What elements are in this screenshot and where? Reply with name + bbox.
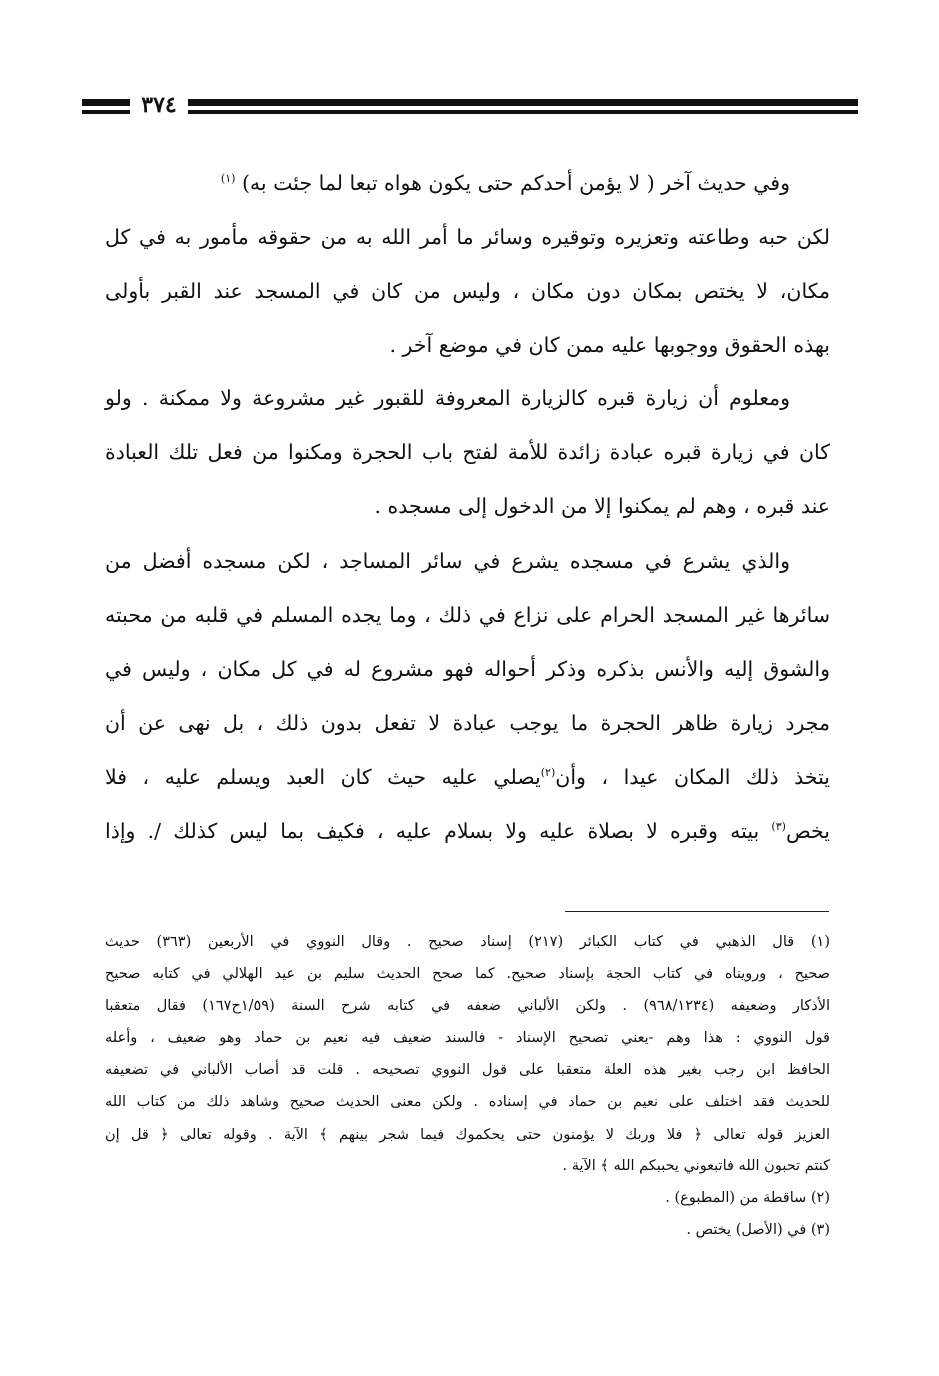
footnote-ref: (٣) <box>771 820 786 834</box>
footnote-line: الحافظ ابن رجب بغير هذه العلة متعقبا على قول النووي تصحيحه . قلت قد أصاب الألباني في تضعيفه <box>105 1062 830 1078</box>
text-line: مكان، لا يختص بمكان دون مكان ، وليس من كان في المسجد عند القبر بأولى <box>105 279 830 303</box>
text-line: وفي حديث آخر ( لا يؤمن أحدكم حتى يكون هواه تبعا لما جئت به) $^{(١)}$ <box>220 171 790 195</box>
header-rule-right-bottom <box>188 110 858 114</box>
text-line: عند قبره ، وهم لم يمكنوا إلا من الدخول إلى مسجده . <box>374 494 830 518</box>
page-number: ٣٧٤ <box>141 92 177 118</box>
footnote-3: (٣) في (الأصل) يختص . <box>686 1222 830 1238</box>
footnote-line: للحديث فقد اختلف على نعيم بن حماد في إسناده . ولكن معنى الحديث صحيح وشاهد ذلك من كتاب الله <box>105 1094 830 1110</box>
text-line: والذي يشرع في مسجده يشرع في سائر المساجد ، لكن مسجده أفضل من <box>105 549 790 573</box>
text-line: سائرها غير المسجد الحرام على نزاع في ذلك ، وما يجده المسلم في قلبه من محبته <box>105 603 830 627</box>
footnote-line: (١) قال الذهبي في كتاب الكبائر (٢١٧) إسناد صحيح . وقال النووي في الأربعين (٣٦٣) حديث <box>105 934 830 950</box>
text-line: يتخذ ذلك المكان عيدا ، وأن$^{(٢)}$يصلي عليه حيث كان العبد ويسلم عليه ، فلا <box>105 765 830 789</box>
footnote-2: (٢) ساقطة من (المطبوع) . <box>665 1190 830 1206</box>
text-line: يخص$^{(٣)}$ بيته وقبره لا بصلاة عليه ولا بسلام عليه ، فكيف بما ليس كذلك /. وإذا <box>105 819 830 843</box>
header-rule-left-top <box>82 99 130 106</box>
footnote-line: العزيز قوله تعالى ﴿ فلا وربك لا يؤمنون حتى يحكموك فيما شجر بينهم ﴾ الآية . وقوله تعالى ﴿ قل إن <box>105 1127 830 1143</box>
text-line: بهذه الحقوق ووجوبها عليه ممن كان في موضع آخر . <box>389 333 830 357</box>
text-line: والشوق إليه والأنس بذكره وذكر أحواله فهو مشروع له في كل مكان ، وليس في <box>105 657 830 681</box>
footnote-line: قول النووي : هذا وهم -يعني تصحيح الإسناد - فالسند ضعيف فيه نعيم بن حماد وهو ضعيف ، وأعله <box>105 1030 830 1046</box>
text-line: ومعلوم أن زيارة قبره كالزيارة المعروفة للقبور غير مشروعة ولا ممكنة . ولو <box>105 386 790 410</box>
header-rule-right-top <box>188 99 858 106</box>
header-rule-left-bottom <box>82 110 130 114</box>
footnote-ref: (١) <box>220 172 236 186</box>
footnote-ref: (٢) <box>540 766 556 780</box>
footnote-line: كنتم تحبون الله فاتبعوني يحببكم الله ﴾ الآية . <box>562 1158 830 1174</box>
footnote-line: صحيح ، ورويناه في كتاب الحجة بإسناد صحيح. كما صحح الحديث سليم بن عيد الهلالي في كتابه صحيح <box>105 966 830 982</box>
footnote-separator <box>565 911 829 912</box>
text-line: لكن حبه وطاعته وتعزيره وتوقيره وسائر ما أمر الله به من حقوقه مأمور به في كل <box>105 225 830 249</box>
text-line: مجرد زيارة ظاهر الحجرة ما يوجب عبادة لا تفعل بدون ذلك ، بل نهى عن أن <box>105 711 830 735</box>
text-line: كان في زيارة قبره عبادة زائدة للأمة لفتح باب الحجرة ومكنوا من فعل تلك العبادة <box>105 440 830 464</box>
footnote-line: الأذكار وضعيفه (٩٦٨/١٢٣٤) . ولكن الألباني ضعفه في كتابه شرح السنة (١/٥٩ح١٦٧) فقال متعقبا <box>105 998 830 1014</box>
